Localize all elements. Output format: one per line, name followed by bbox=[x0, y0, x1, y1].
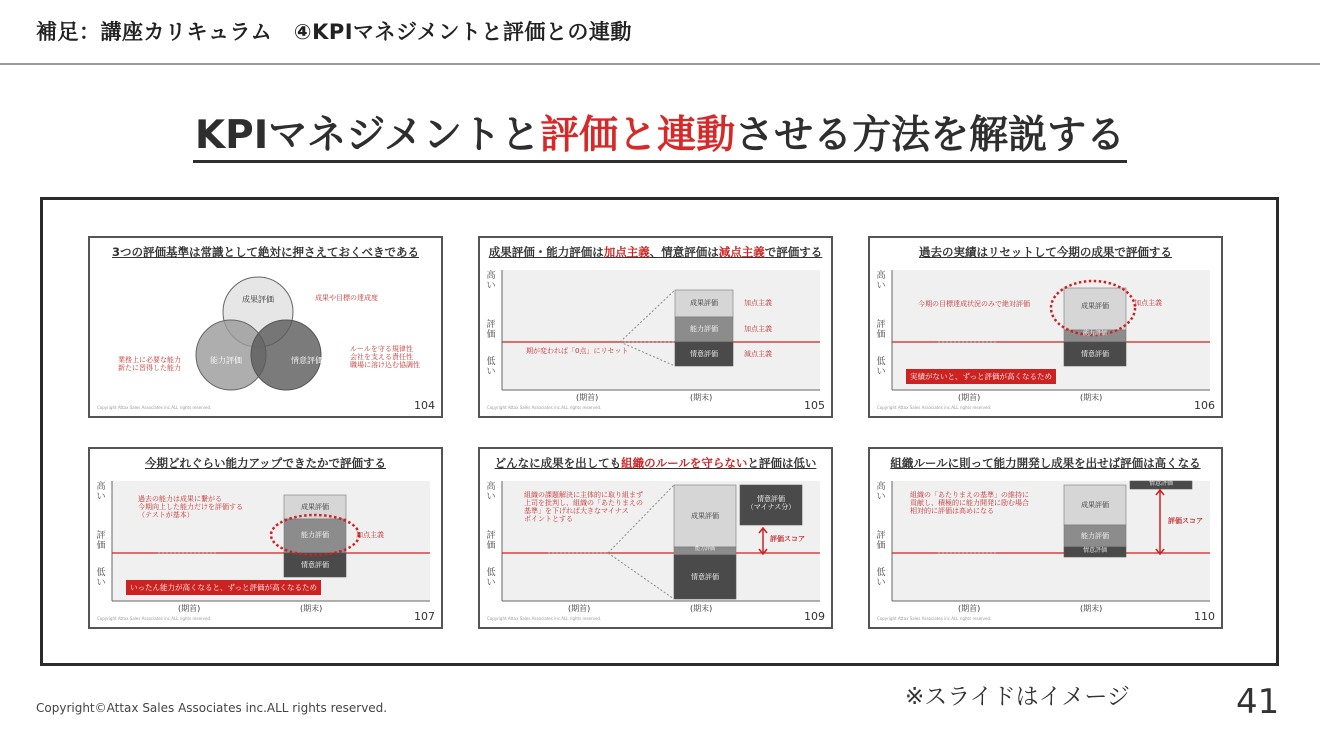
slide-copyright: Copyright Attax Sales Associates inc.ALL rights reserved. bbox=[97, 616, 212, 621]
note-bottom-left: 業務上に必要な能力 新たに習得した能力 bbox=[118, 356, 181, 373]
evaluation-chart bbox=[480, 238, 831, 416]
reset-note: 今期の目標達成状況のみで絶対評価 bbox=[918, 300, 1030, 308]
circle-label-top: 成果評価 bbox=[242, 295, 274, 304]
page-number: 41 bbox=[1236, 682, 1280, 722]
bar-label-seika: 成果評価 bbox=[1081, 501, 1109, 509]
slide-copyright: Copyright Attax Sales Associates inc.ALL rights reserved. bbox=[487, 616, 602, 621]
axis-end-label: (期末) bbox=[300, 604, 323, 613]
bar-label-joi: 情意評価 bbox=[691, 573, 719, 581]
slide-106-title: 過去の実績はリセットして今期の成果で評価する bbox=[919, 245, 1172, 259]
slide-thumbnail-109[interactable] bbox=[478, 447, 833, 629]
side-label-2: 加点主義 bbox=[744, 325, 772, 333]
axis-mid-label: 評価 bbox=[486, 531, 496, 551]
axis-low-label: 低い bbox=[876, 357, 886, 377]
warning-banner: いったん能力が高くなると、ずっと評価が高くなるため bbox=[126, 580, 321, 595]
score-label: 評価スコア bbox=[1168, 517, 1203, 525]
axis-low-label: 低い bbox=[486, 568, 496, 588]
axis-end-label: (期末) bbox=[690, 604, 713, 613]
slide-number: 109 bbox=[804, 610, 825, 623]
slide-number: 104 bbox=[414, 399, 435, 412]
header-title: 補足：講座カリキュラム ④KPIマネジメントと評価との連動 bbox=[36, 20, 632, 44]
ability-note: 過去の能力は成果に繋がる 今期向上した能力だけを評価する （テストが基本） bbox=[138, 495, 243, 520]
axis-high-label: 高い bbox=[96, 482, 106, 502]
venn-diagram bbox=[90, 238, 441, 416]
axis-mid-label: 評価 bbox=[876, 531, 886, 551]
note-bottom-right: ルールを守る規律性 会社を支える責任性 職場に溶け込む協調性 bbox=[350, 345, 420, 370]
axis-low-label: 低い bbox=[486, 357, 496, 377]
rule-note: 組織の課題解決に主体的に取り組まず 上司を批判し、組織の「あたりまえの 基準」を下げれば大きなマイナス ポイントとする bbox=[524, 491, 643, 524]
bar-label-seika: 成果評価 bbox=[691, 512, 719, 520]
slide-number: 107 bbox=[414, 610, 435, 623]
axis-mid-label: 評価 bbox=[96, 531, 106, 551]
main-title-part1: KPIマネジメントと bbox=[194, 113, 541, 158]
slide-107-title: 今期どれぐらい能力アップできたかで評価する bbox=[144, 456, 387, 470]
slide-number: 106 bbox=[1194, 399, 1215, 412]
main-title bbox=[0, 104, 1320, 160]
rule-note: 組織の「あたりまえの基準」の維持に 貢献し、積極的に能力開発に励む場合 相対的に評価は高めになる bbox=[910, 491, 1029, 516]
slide-109-title: どんなに成果を出しても組織のルールを守らないと評価は低い bbox=[494, 456, 817, 470]
note-top-right: 成果や目標の達成度 bbox=[315, 294, 378, 302]
slide-thumbnail-104[interactable] bbox=[88, 236, 443, 418]
main-title-part3: させる方法を解説する bbox=[735, 113, 1126, 158]
slide-number: 110 bbox=[1194, 610, 1215, 623]
footer-copyright: Copyright©Attax Sales Associates inc.ALL rights reserved. bbox=[36, 701, 388, 715]
bar-label-joi: 情意評価 bbox=[690, 350, 718, 358]
image-note: ※スライドはイメージ bbox=[905, 684, 1130, 710]
axis-start-label: (期首) bbox=[958, 393, 981, 402]
circle-label-left: 能力評価 bbox=[210, 356, 242, 365]
bar-label-noryoku: 能力評価 bbox=[1081, 532, 1109, 540]
slide-copyright: Copyright Attax Sales Associates inc.ALL rights reserved. bbox=[877, 616, 992, 621]
slide-thumbnail-110[interactable] bbox=[868, 447, 1223, 629]
slide-copyright: Copyright Attax Sales Associates inc.ALL rights reserved. bbox=[877, 405, 992, 410]
slide-thumbnails-frame bbox=[40, 197, 1279, 666]
bar-label-noryoku: 能力評価 bbox=[1082, 330, 1107, 337]
bar-label-noryoku: 能力評価 bbox=[301, 531, 329, 539]
score-label: 評価スコア bbox=[770, 535, 805, 543]
slide-copyright: Copyright Attax Sales Associates inc.ALL rights reserved. bbox=[487, 405, 602, 410]
axis-start-label: (期首) bbox=[178, 604, 201, 613]
axis-start-label: (期首) bbox=[568, 604, 591, 613]
side-label: 加点主義 bbox=[1134, 299, 1162, 307]
evaluation-chart bbox=[90, 449, 441, 627]
circle-label-right: 情意評価 bbox=[291, 356, 323, 365]
axis-end-label: (期末) bbox=[1080, 604, 1103, 613]
axis-high-label: 高い bbox=[486, 482, 496, 502]
side-label-3: 減点主義 bbox=[744, 350, 772, 358]
bar-label-joi: 情意評価 bbox=[1082, 547, 1107, 554]
reset-note: 期が変われば「0点」にリセット bbox=[526, 347, 629, 355]
slide-thumbnail-106[interactable] bbox=[868, 236, 1223, 418]
axis-end-label: (期末) bbox=[690, 393, 713, 402]
header-divider bbox=[0, 63, 1320, 65]
bar-label-joi: 情意評価 bbox=[301, 561, 329, 569]
warning-banner: 実績がないと、ずっと評価が高くなるため bbox=[906, 369, 1056, 384]
bar-label-seika: 成果評価 bbox=[1081, 302, 1109, 310]
side-label: 加点主義 bbox=[356, 531, 384, 539]
axis-high-label: 高い bbox=[876, 271, 886, 291]
slide-110-title: 組織ルールに則って能力開発し成果を出せば評価は高くなる bbox=[890, 456, 1201, 470]
minus-box-label: 情意評価 （マイナス分） bbox=[746, 495, 796, 512]
axis-mid-label: 評価 bbox=[876, 320, 886, 340]
axis-high-label: 高い bbox=[486, 271, 496, 291]
bar-label-seika: 成果評価 bbox=[301, 503, 329, 511]
side-label-1: 加点主義 bbox=[744, 299, 772, 307]
slide-thumbnail-107[interactable] bbox=[88, 447, 443, 629]
axis-end-label: (期末) bbox=[1080, 393, 1103, 402]
axis-high-label: 高い bbox=[876, 482, 886, 502]
axis-start-label: (期首) bbox=[576, 393, 599, 402]
slide-104-title: 3つの評価基準は常識として絶対に押さえておくべきである bbox=[112, 245, 419, 259]
slide-105-title: 成果評価・能力評価は加点主義、情意評価は減点主義で評価する bbox=[488, 245, 823, 259]
bar-label-noryoku: 能力評価 bbox=[694, 546, 715, 552]
bar-label-noryoku: 能力評価 bbox=[690, 325, 718, 333]
axis-low-label: 低い bbox=[876, 568, 886, 588]
slide-thumbnail-105[interactable] bbox=[478, 236, 833, 418]
evaluation-chart bbox=[870, 238, 1221, 416]
slide-copyright: Copyright Attax Sales Associates inc.ALL rights reserved. bbox=[97, 405, 212, 410]
bar-label-joi: 情意評価 bbox=[1081, 350, 1109, 358]
main-title-highlight: 評価と連動 bbox=[540, 113, 736, 158]
axis-mid-label: 評価 bbox=[486, 320, 496, 340]
bar-label-seika: 成果評価 bbox=[690, 299, 718, 307]
plus-box-label: 情意評価 bbox=[1148, 480, 1173, 487]
axis-start-label: (期首) bbox=[958, 604, 981, 613]
evaluation-chart bbox=[870, 449, 1221, 627]
slide-number: 105 bbox=[804, 399, 825, 412]
axis-low-label: 低い bbox=[96, 568, 106, 588]
